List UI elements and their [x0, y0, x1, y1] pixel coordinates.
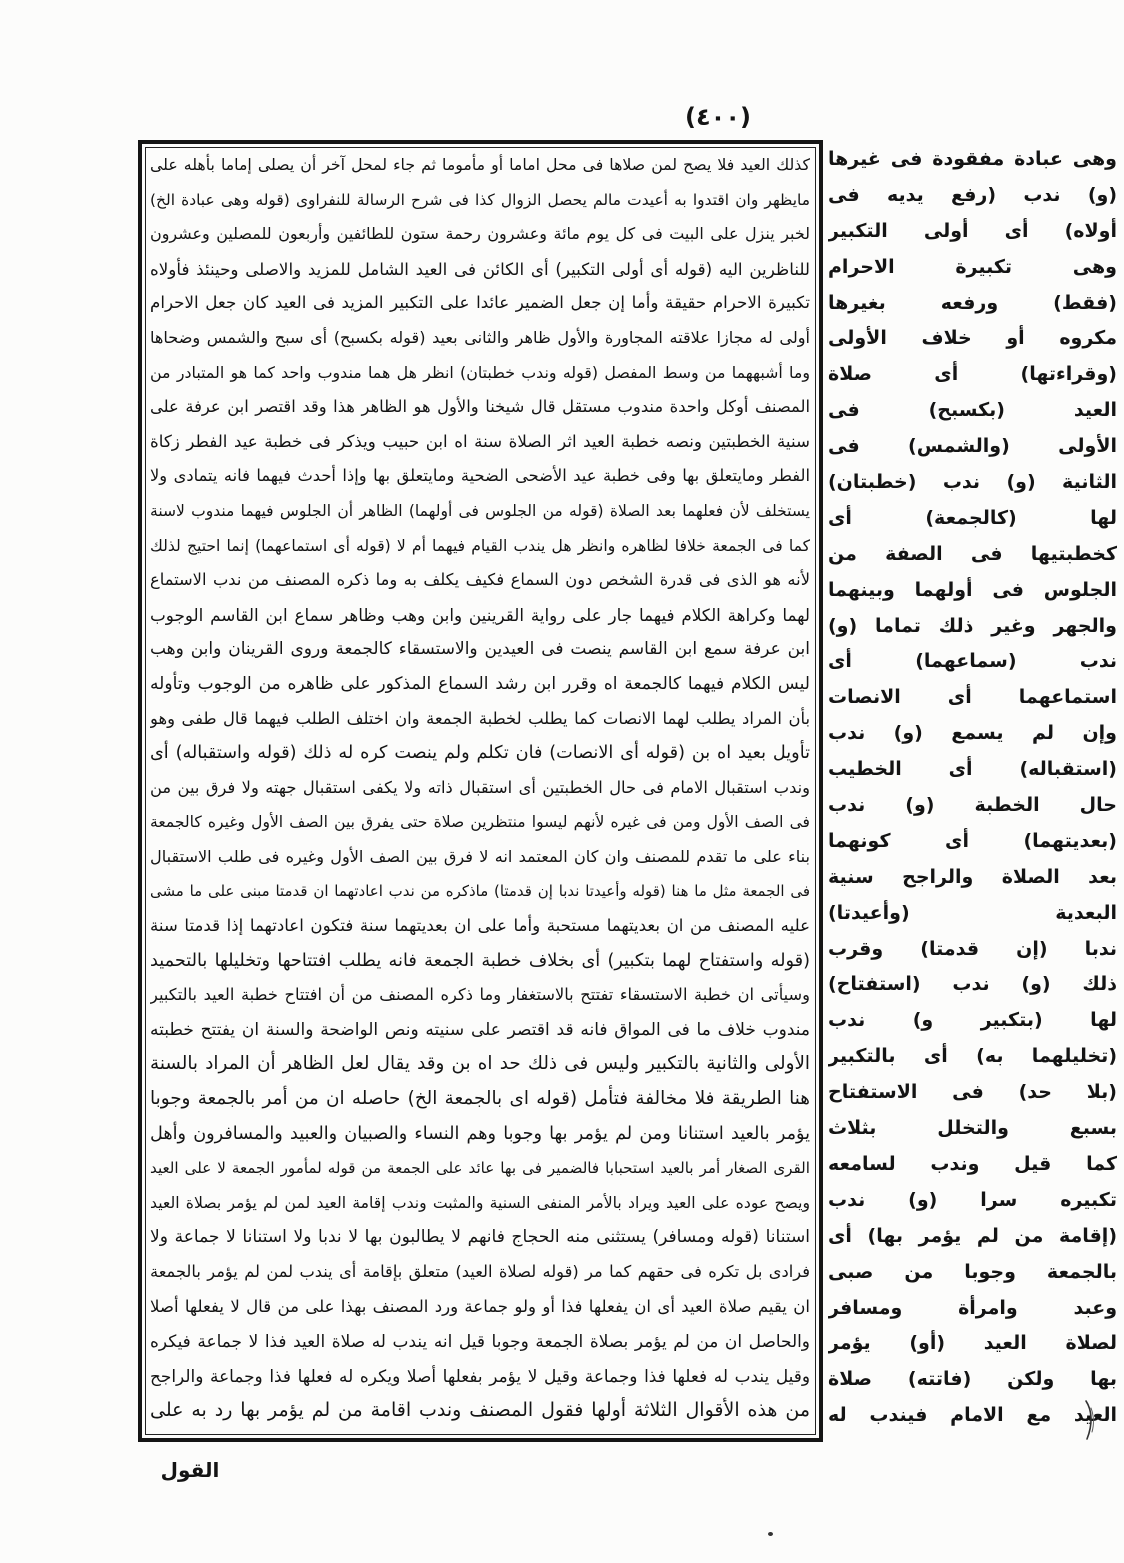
- commentary-line: المصنف أوكل واحدة مندوب مستقل قال شيخنا والأول هو الظاهر هذا وقد اقتصر ابن عرفة على: [150, 397, 810, 417]
- commentary-line: يؤمر بالعيد استنانا ومن لم يؤمر بها وجوبا وهم النساء والصبيان والعبيد والمسافرون وأهل: [150, 1123, 810, 1144]
- margin-line: ذلك (و) ندب (استفتاح): [828, 973, 1117, 996]
- commentary-line: (قوله واستفتاح لهما بتكبير) أى بخلاف خطبة الجمعة فانه يطلب افتتاحها وتخليلها بالتحميد: [150, 950, 810, 971]
- margin-line: (بعديتهما) أى كونهما: [828, 829, 1117, 852]
- margin-line: وإن لم يسمع (و) ندب: [828, 722, 1117, 745]
- commentary-line: هنا الطريقة فلا مخالفة فتأمل (قوله اى بالجمعة الخ) حاصله ان من أمر بالجمعة وجوبا: [150, 1088, 810, 1110]
- margin-line: أولاه) أى أولى التكبير: [828, 219, 1117, 242]
- page-number: (٤٠٠): [685, 103, 751, 131]
- commentary-line: لهما وكراهة الكلام فيهما جار على رواية القرينين وابن وهب وظاهر سماع ابن القاسم الوجوب: [150, 604, 810, 625]
- margin-line: مكروه أو خلاف الأولى: [828, 327, 1117, 350]
- margin-line: لصلاة العيد (أو) يؤمر: [828, 1332, 1117, 1355]
- margin-line: الجلوس فى أولهما وبينهما: [828, 578, 1117, 601]
- margin-line: بالجمعة وجوبا من صبى: [828, 1260, 1117, 1283]
- commentary-line: الأولى والثانية بالتكبير وليس فى ذلك حد اه بن وقد يقال لعل الظاهر أن المراد بالسنة: [150, 1053, 810, 1075]
- catchword: القول: [160, 1458, 220, 1482]
- margin-line: والجهر وغير ذلك تماما (و): [828, 614, 1117, 637]
- commentary-line: ليس الكلام فيهما كالجمعة اه وقرر ابن رشد السماع المذكور على ظاهره من الوجوب وتأوله: [150, 673, 810, 694]
- commentary-line: أولى له مجازا علاقته المجاورة والأول ظاهر والثانى بعيد (قوله بكسبح) أى سبح والشمس وضحاها: [150, 327, 810, 347]
- margin-line: كما قيل وندب لسامعه: [828, 1152, 1117, 1175]
- margin-line: الثانية (و) ندب (خطبتان): [828, 471, 1117, 494]
- margin-line: ندب (سماعهما) أى: [828, 650, 1117, 673]
- margin-line: العيد (بكسبح) فى: [828, 399, 1117, 422]
- commentary-line: وندب استقبال الامام فى حال الخطبتين أى استقبال ذاته ولا يكفى استقبال جهته ولا فرق بين من: [150, 777, 810, 797]
- margin-line: (فقط) ورفعه بغيرها: [828, 291, 1117, 314]
- margin-pen-mark: [1078, 1398, 1100, 1442]
- commentary-line: تكبيرة الاحرام حقيقة وأما إن جعل الضمير عائدا على التكبير المزيد فى العيد كان جعل الاحرام: [150, 293, 810, 313]
- commentary-line: مايظهر وان اقتدوا به أعيدت مالم يحصل الزوال كذا فى شرح الرسالة للنفراوى (قوله وهى عبادة الخ): [150, 190, 810, 209]
- margin-line: تكبيره سرا (و) ندب: [828, 1188, 1117, 1211]
- commentary-line: مندوب خلاف ما فى المواق فانه قد اقتصر على سنيته ونص الواضحة والسنة ان يفتتح خطبته: [150, 1019, 810, 1040]
- commentary-line: عليه المصنف من ان بعديتهما مستحبة وأما على ان بعديتهما سنة فتكون اعادتهما إذا قدمتا سنة: [150, 916, 810, 936]
- margin-line: (إقامة من لم يؤمر بها) أى: [828, 1224, 1117, 1247]
- margin-column: [828, 142, 1117, 1434]
- commentary-line: لخبر ينزل على البيت فى كل يوم مائة وعشرون رحمة ستون للطائفين وأربعون للمصلين وعشرون: [150, 224, 810, 244]
- margin-line: ندبا (إن قدمتا) وقرب: [828, 937, 1117, 960]
- commentary-line: ابن عرفة سمع ابن القاسم ينصت فى العيدين والاستسقاء كالجمعة وروى القرينان وابن وهب: [150, 639, 810, 660]
- commentary-line: والحاصل ان من لم يؤمر بصلاة الجمعة وجوبا قيل انه يندب له صلاة العيد فذا لا جماعة فيكره: [150, 1331, 810, 1352]
- margin-line: كخطبتيها فى الصفة من: [828, 542, 1117, 565]
- margin-line: وعبد وامرأة ومسافر: [828, 1296, 1117, 1319]
- margin-line: بها ولكن (فاتته) صلاة: [828, 1368, 1117, 1391]
- commentary-line: فرادى بل تكره فى حقهم كما مر (قوله لصلاة العيد) متعلق بإقامة أى يندب لمن لم يؤمر بالجمعة: [150, 1262, 810, 1281]
- commentary-line: تأويل بعيد اه بن (قوله أى الانصات) فان تكلم ولم ينصت كره له ذلك (قوله واستقباله) أى: [150, 743, 810, 764]
- commentary-line: لأنه هو الذى فى قدرة الشخص دون السماع فكيف يكلف به وما ذكره المصنف من ندب الاستماع: [150, 570, 810, 590]
- margin-line: بسبع والتخلل بثلاث: [828, 1117, 1117, 1140]
- margin-line: (بلا حد) فى الاستفتاح: [828, 1081, 1117, 1104]
- commentary-line: ويصح عوده على العيد ويراد بالأمر المنفى السنية والمثبت وندب إقامة العيد لمن لم يؤمر بصلاة العيد: [150, 1192, 810, 1212]
- scan-speck: [768, 1532, 773, 1536]
- commentary-line: بناء على ما تقدم للمصنف وان كان المعتمد انه لا فرق بين الصف الأول وغيره فى طلب الاستقبال: [150, 846, 810, 866]
- commentary-line: استنانا (قوله ومسافر) يستثنى منه الحجاج فانهم لا يطالبون بها لا ندبا ولا استنانا لا جماعة ولا: [150, 1227, 810, 1248]
- commentary-line: من هذه الأقوال الثلاثة أولها فقول المصنف وندب اقامة من لم يؤمر بها رد به على: [150, 1399, 810, 1422]
- margin-line: وهى تكبيرة الاحرام: [828, 255, 1117, 278]
- margin-line: استماعهما أى الانصات: [828, 686, 1117, 709]
- commentary-line: بأن المراد يطلب لهما الانصات كما يطلب لخطبة الجمعة وان اختلف الطلب فيهما قال طفى وهو: [150, 708, 810, 728]
- margin-line: لها (بتكبير و) ندب: [828, 1009, 1117, 1032]
- margin-line: بعد الصلاة والراجح سنية: [828, 865, 1117, 888]
- margin-line: وهى عبادة مفقودة فى غيرها: [828, 148, 1117, 170]
- commentary-line: كما فى الجمعة خلافا لظاهره وانظر هل يندب القيام فيهما أم لا (قوله أى استماعهما) إنما احتيج لذلك: [150, 536, 810, 555]
- margin-line: لها (كالجمعة) أى: [828, 506, 1117, 529]
- margin-line: (تخليلهما به) أى بالتكبير: [828, 1045, 1117, 1068]
- margin-line: (و) ندب (رفع يديه فى: [828, 183, 1117, 206]
- margin-line: البعدية (وأعيدتا): [828, 901, 1117, 924]
- commentary-line: القرى الصغار أمر بالعيد استحبابا فالضمير فى بها عائد على الجمعة من قوله لمأمور الجمعة لا على العيد: [150, 1159, 810, 1178]
- commentary-text: [150, 148, 810, 1428]
- commentary-line: فى الصف الأول ومن فى غيره لأنهم ليسوا منتظرين صلاة حتى يفرق بين الصف الأول وغيره كالجمعة: [150, 813, 810, 832]
- margin-line: (استقباله) أى الخطيب: [828, 758, 1117, 781]
- commentary-line: الفطر ومايتعلق بها وفى خطبة عيد الأضحى الضحية ومايتعلق بها وإذا أحدث فيهما فانه يتمادى ولا: [150, 466, 810, 486]
- commentary-line: سنية الخطبتين ونصه خطبة العيد اثر الصلاة سنة اه ابن حبيب ويذكر فى خطبة عيد الفطر زكاة: [150, 431, 810, 451]
- margin-line: حال الخطبة (و) ندب: [828, 794, 1117, 817]
- margin-line: العيد مع الامام فيندب له: [828, 1404, 1117, 1427]
- commentary-line: وسيأتى ان خطبة الاستسقاء تفتتح بالاستغفار وما ذكره المصنف من أن افتتاح خطبة العيد بالتكبير: [150, 985, 810, 1005]
- margin-line: (وقراءتها) أى صلاة: [828, 363, 1117, 386]
- commentary-line: وما أشبههما من وسط المفصل (قوله وندب خطبتان) انظر هل هما مندوب واحد كما هو المتبادر من: [150, 362, 810, 382]
- commentary-line: يستخلف لأن فعلهما بعد الصلاة (قوله من الجلوس فى أولهما) الظاهر أن الجلوس فيهما مندوب لاسنة: [150, 501, 810, 520]
- commentary-line: وقيل يندب له فعلها فذا وجماعة وقيل لا يؤمر بفعلها أصلا ويكره له فعلها فذا وجماعة والراجح: [150, 1365, 810, 1386]
- margin-line: الأولى (والشمس) فى: [828, 435, 1117, 458]
- commentary-line: للناظرين اليه (قوله أى أولى التكبير) أى الكائن فى العيد الشامل للمزيد والاصلى وحينئذ فأولاه: [150, 258, 810, 279]
- commentary-line: فى الجمعة مثل ما هنا (قوله وأعيدتا ندبا إن قدمتا) ماذكره من ندب اعادتهما ان قدمتا مبنى على ما مشى: [150, 882, 810, 901]
- commentary-line: كذلك العيد فلا يصح لمن صلاها فى محل اماما أو مأموما ثم جاء لمحل آخر أن يصلى إماما بأهله على: [150, 155, 810, 174]
- commentary-line: ان يقيم صلاة العيد أى ان يفعلها فذا أو ولو جماعة ورد المصنف بهذا على من قال لا يفعلها أصلا: [150, 1296, 810, 1316]
